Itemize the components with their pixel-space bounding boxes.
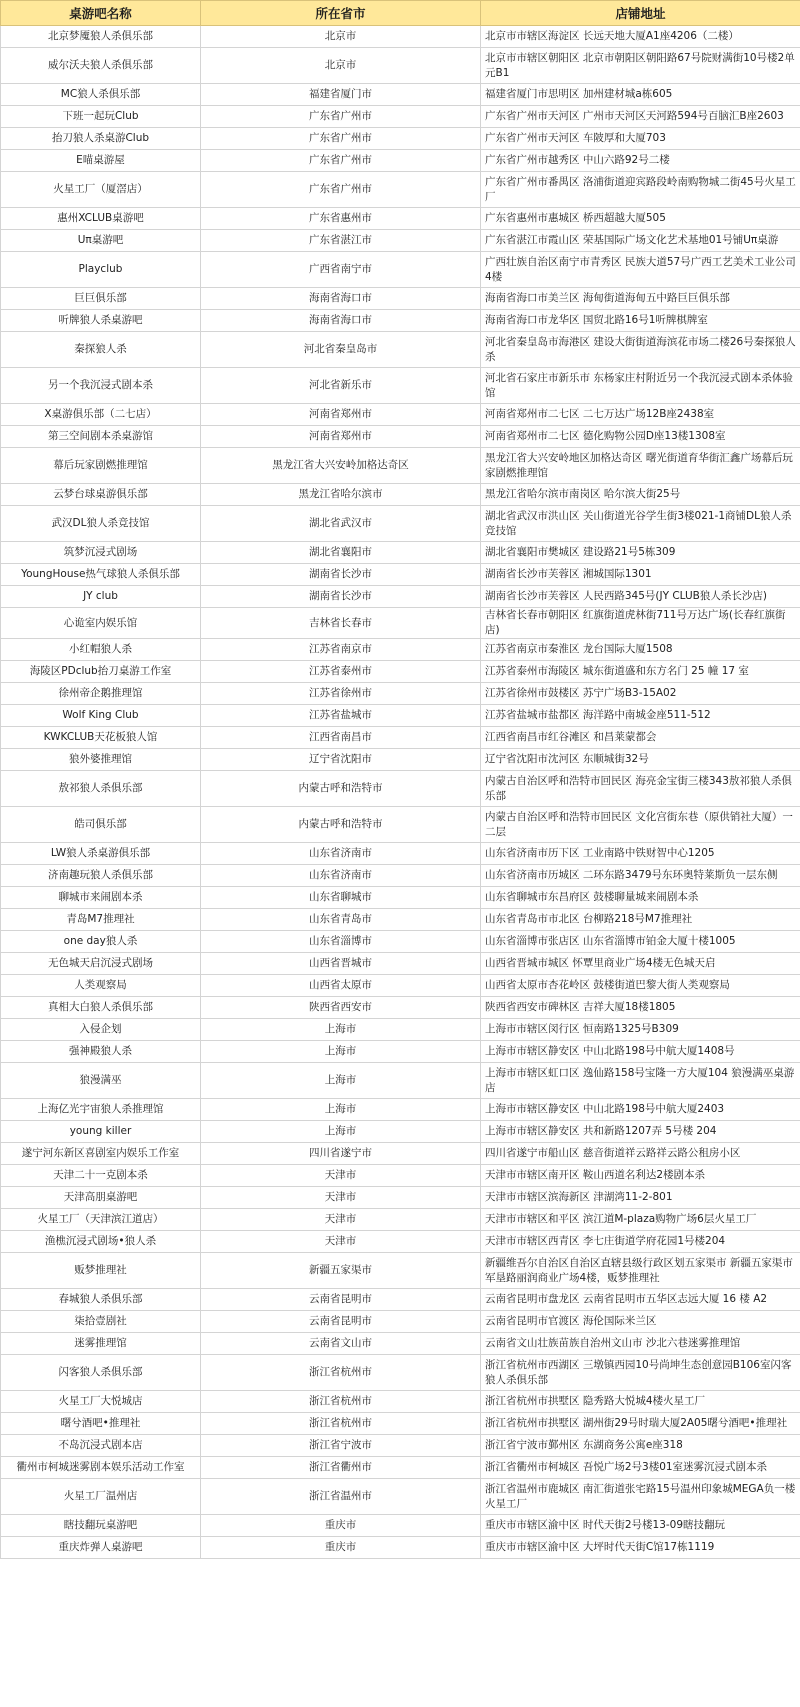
cell-region: 黑龙江省大兴安岭加格达奇区 bbox=[201, 448, 481, 484]
cell-region: 北京市 bbox=[201, 48, 481, 84]
cell-store-name: 天津二十一克剧本杀 bbox=[1, 1165, 201, 1187]
cell-store-name: one day狼人杀 bbox=[1, 931, 201, 953]
cell-address: 浙江省宁波市鄞州区 东湖商务公寓e座318 bbox=[481, 1435, 800, 1457]
header-name: 桌游吧名称 bbox=[1, 1, 201, 26]
cell-store-name: KWKCLUB天花板狼人馆 bbox=[1, 727, 201, 749]
cell-store-name: 闪客狼人杀俱乐部 bbox=[1, 1355, 201, 1391]
table-row bbox=[1, 1435, 800, 1457]
cell-store-name: 渔樵沉浸式剧场•狼人杀 bbox=[1, 1231, 201, 1253]
cell-address: 上海市市辖区静安区 共和新路1207弄 5号楼 204 bbox=[481, 1121, 800, 1143]
cell-store-name: 不岛沉浸式剧本店 bbox=[1, 1435, 201, 1457]
cell-store-name: Uπ桌游吧 bbox=[1, 230, 201, 252]
table-row bbox=[1, 1537, 800, 1559]
cell-store-name: 巨巨俱乐部 bbox=[1, 288, 201, 310]
table-row bbox=[1, 1289, 800, 1311]
cell-address: 辽宁省沈阳市沈河区 东顺城街32号 bbox=[481, 749, 800, 771]
table-row bbox=[1, 1143, 800, 1165]
table-row bbox=[1, 639, 800, 661]
cell-region: 云南省昆明市 bbox=[201, 1311, 481, 1333]
cell-store-name: young killer bbox=[1, 1121, 201, 1143]
cell-address: 广东省惠州市惠城区 桥西超越大厦505 bbox=[481, 208, 800, 230]
cell-address: 黑龙江省哈尔滨市南岗区 哈尔滨大街25号 bbox=[481, 484, 800, 506]
header-address: 店铺地址 bbox=[481, 1, 800, 26]
cell-store-name: 衢州市柯城迷雾剧本娱乐活动工作室 bbox=[1, 1457, 201, 1479]
cell-store-name: 皓司俱乐部 bbox=[1, 807, 201, 843]
cell-region: 广东省湛江市 bbox=[201, 230, 481, 252]
cell-address: 海南省海口市龙华区 国贸北路16号1听牌棋牌室 bbox=[481, 310, 800, 332]
table-row bbox=[1, 749, 800, 771]
cell-store-name: 火星工厂温州店 bbox=[1, 1479, 201, 1515]
cell-region: 山西省晋城市 bbox=[201, 953, 481, 975]
cell-region: 云南省文山市 bbox=[201, 1333, 481, 1355]
cell-store-name: 贩梦推理社 bbox=[1, 1253, 201, 1289]
table-row bbox=[1, 1391, 800, 1413]
table-row bbox=[1, 84, 800, 106]
header-region: 所在省市 bbox=[201, 1, 481, 26]
cell-region: 浙江省宁波市 bbox=[201, 1435, 481, 1457]
cell-region: 海南省海口市 bbox=[201, 288, 481, 310]
cell-region: 广东省广州市 bbox=[201, 128, 481, 150]
cell-address: 江苏省盐城市盐都区 海洋路中南城金座511-512 bbox=[481, 705, 800, 727]
cell-store-name: LW狼人杀桌游俱乐部 bbox=[1, 843, 201, 865]
table-row bbox=[1, 252, 800, 288]
cell-address: 广东省广州市番禺区 洛浦街道迎宾路段岭南购物城二街45号火星工厂 bbox=[481, 172, 800, 208]
table-body bbox=[1, 26, 800, 1559]
table-row bbox=[1, 404, 800, 426]
cell-address: 上海市市辖区静安区 中山北路198号中航大厦1408号 bbox=[481, 1041, 800, 1063]
table-row bbox=[1, 310, 800, 332]
cell-address: 河北省石家庄市新乐市 东杨家庄村附近另一个我沉浸式剧本杀体验馆 bbox=[481, 368, 800, 404]
table-row bbox=[1, 683, 800, 705]
table-row bbox=[1, 1063, 800, 1099]
cell-region: 山东省济南市 bbox=[201, 865, 481, 887]
table-row bbox=[1, 1209, 800, 1231]
cell-store-name: 心诡室内娱乐馆 bbox=[1, 608, 201, 639]
cell-region: 河北省新乐市 bbox=[201, 368, 481, 404]
cell-region: 山东省聊城市 bbox=[201, 887, 481, 909]
table-row bbox=[1, 727, 800, 749]
cell-store-name: 无色城天启沉浸式剧场 bbox=[1, 953, 201, 975]
cell-store-name: 敖祁狼人杀俱乐部 bbox=[1, 771, 201, 807]
cell-address: 北京市市辖区海淀区 长远天地大厦A1座4206（二楼） bbox=[481, 26, 800, 48]
table-row bbox=[1, 1121, 800, 1143]
table-row bbox=[1, 909, 800, 931]
cell-store-name: 狼漫满巫 bbox=[1, 1063, 201, 1099]
cell-address: 广东省湛江市霞山区 荣基国际广场文化艺术基地01号铺Uπ桌游 bbox=[481, 230, 800, 252]
cell-address: 江苏省徐州市鼓楼区 苏宁广场B3-15A02 bbox=[481, 683, 800, 705]
cell-store-name: 云梦台球桌游俱乐部 bbox=[1, 484, 201, 506]
cell-region: 广西省南宁市 bbox=[201, 252, 481, 288]
cell-region: 北京市 bbox=[201, 26, 481, 48]
cell-address: 江苏省南京市秦淮区 龙台国际大厦1508 bbox=[481, 639, 800, 661]
cell-store-name: Wolf King Club bbox=[1, 705, 201, 727]
table-row bbox=[1, 997, 800, 1019]
table-row bbox=[1, 230, 800, 252]
cell-store-name: 第三空间剧本杀桌游馆 bbox=[1, 426, 201, 448]
cell-address: 山东省济南市历城区 二环东路3479号东环奥特莱斯负一层东侧 bbox=[481, 865, 800, 887]
cell-store-name: 人类观察局 bbox=[1, 975, 201, 997]
cell-region: 新疆五家渠市 bbox=[201, 1253, 481, 1289]
table-row bbox=[1, 975, 800, 997]
cell-address: 重庆市市辖区渝中区 时代天街2号楼13-09瞎技翻玩 bbox=[481, 1515, 800, 1537]
cell-region: 上海市 bbox=[201, 1041, 481, 1063]
table-row bbox=[1, 48, 800, 84]
cell-store-name: 威尔沃夫狼人杀俱乐部 bbox=[1, 48, 201, 84]
table-row bbox=[1, 1333, 800, 1355]
cell-region: 上海市 bbox=[201, 1063, 481, 1099]
cell-address: 内蒙古自治区呼和浩特市回民区 文化宫街东巷（原供销社大厦）一二层 bbox=[481, 807, 800, 843]
cell-region: 黑龙江省哈尔滨市 bbox=[201, 484, 481, 506]
cell-address: 黑龙江省大兴安岭地区加格达奇区 曙光街道育华街汇鑫广场幕后玩家剧燃推理馆 bbox=[481, 448, 800, 484]
table-row bbox=[1, 1413, 800, 1435]
cell-address: 湖南省长沙市芙蓉区 人民西路345号(JY CLUB狼人杀长沙店) bbox=[481, 586, 800, 608]
table-row bbox=[1, 448, 800, 484]
cell-address: 河南省郑州市二七区 二七万达广场12B座2438室 bbox=[481, 404, 800, 426]
cell-region: 内蒙古呼和浩特市 bbox=[201, 771, 481, 807]
cell-store-name: 小红帽狼人杀 bbox=[1, 639, 201, 661]
cell-address: 上海市市辖区闵行区 恒南路1325号B309 bbox=[481, 1019, 800, 1041]
table-row bbox=[1, 1311, 800, 1333]
cell-region: 云南省昆明市 bbox=[201, 1289, 481, 1311]
cell-address: 山东省聊城市东昌府区 鼓楼聊量城来闹剧本杀 bbox=[481, 887, 800, 909]
cell-store-name: 火星工厂（厦滘店） bbox=[1, 172, 201, 208]
cell-address: 湖南省长沙市芙蓉区 湘城国际1301 bbox=[481, 564, 800, 586]
cell-store-name: 聊城市来闹剧本杀 bbox=[1, 887, 201, 909]
cell-address: 山西省晋城市城区 怀覃里商业广场4楼无色城天启 bbox=[481, 953, 800, 975]
cell-address: 山东省淄博市张店区 山东省淄博市铂金大厦十楼1005 bbox=[481, 931, 800, 953]
table-row bbox=[1, 1515, 800, 1537]
cell-store-name: 惠州XCLUB桌游吧 bbox=[1, 208, 201, 230]
table-row bbox=[1, 1253, 800, 1289]
cell-address: 福建省厦门市思明区 加州建材城a栋605 bbox=[481, 84, 800, 106]
cell-store-name: 幕后玩家剧燃推理馆 bbox=[1, 448, 201, 484]
cell-region: 上海市 bbox=[201, 1099, 481, 1121]
cell-address: 湖北省襄阳市樊城区 建设路21号5栋309 bbox=[481, 542, 800, 564]
table-row bbox=[1, 26, 800, 48]
table-row bbox=[1, 426, 800, 448]
cell-region: 湖北省武汉市 bbox=[201, 506, 481, 542]
table-row bbox=[1, 608, 800, 639]
cell-store-name: 北京梦魇狼人杀俱乐部 bbox=[1, 26, 201, 48]
table-row bbox=[1, 150, 800, 172]
table-row bbox=[1, 953, 800, 975]
cell-store-name: E喵桌游屋 bbox=[1, 150, 201, 172]
cell-store-name: Playclub bbox=[1, 252, 201, 288]
cell-region: 上海市 bbox=[201, 1121, 481, 1143]
table-row bbox=[1, 807, 800, 843]
cell-address: 重庆市市辖区渝中区 大坪时代天街C馆17栋1119 bbox=[481, 1537, 800, 1559]
cell-address: 吉林省长春市朝阳区 红旗街道虎林街711号万达广场(长春红旗街店) bbox=[481, 608, 800, 639]
cell-address: 山西省太原市杏花岭区 鼓楼街道巴黎大街人类观察局 bbox=[481, 975, 800, 997]
cell-store-name: JY club bbox=[1, 586, 201, 608]
table-row bbox=[1, 332, 800, 368]
cell-address: 浙江省杭州市拱墅区 湖州街29号时瑞大厦2A05曙兮酒吧•推理社 bbox=[481, 1413, 800, 1435]
cell-store-name: 下班一起玩Club bbox=[1, 106, 201, 128]
cell-region: 江苏省徐州市 bbox=[201, 683, 481, 705]
table-row bbox=[1, 368, 800, 404]
header-row bbox=[1, 1, 800, 26]
cell-address: 广东省广州市越秀区 中山六路92号二楼 bbox=[481, 150, 800, 172]
cell-store-name: 遂宁河东新区喜剧室内娱乐工作室 bbox=[1, 1143, 201, 1165]
cell-address: 河北省秦皇岛市海港区 建设大街街道海滨花市场二楼26号秦探狼人杀 bbox=[481, 332, 800, 368]
cell-address: 天津市市辖区南开区 鞍山西道名利达2楼剧本杀 bbox=[481, 1165, 800, 1187]
cell-store-name: 武汉DL狼人杀竞技馆 bbox=[1, 506, 201, 542]
table-row bbox=[1, 288, 800, 310]
table-row bbox=[1, 931, 800, 953]
cell-store-name: 另一个我沉浸式剧本杀 bbox=[1, 368, 201, 404]
table-row bbox=[1, 128, 800, 150]
cell-region: 福建省厦门市 bbox=[201, 84, 481, 106]
table-row bbox=[1, 843, 800, 865]
cell-address: 海南省海口市美兰区 海甸街道海甸五中路巨巨俱乐部 bbox=[481, 288, 800, 310]
cell-address: 山东省济南市历下区 工业南路中铁财智中心1205 bbox=[481, 843, 800, 865]
table-row bbox=[1, 1099, 800, 1121]
cell-region: 广东省广州市 bbox=[201, 106, 481, 128]
table-row bbox=[1, 1355, 800, 1391]
cell-region: 浙江省衢州市 bbox=[201, 1457, 481, 1479]
cell-region: 江苏省泰州市 bbox=[201, 661, 481, 683]
cell-address: 云南省昆明市官渡区 海伦国际米兰区 bbox=[481, 1311, 800, 1333]
table-row bbox=[1, 484, 800, 506]
cell-region: 山西省太原市 bbox=[201, 975, 481, 997]
cell-region: 河北省秦皇岛市 bbox=[201, 332, 481, 368]
cell-region: 山东省淄博市 bbox=[201, 931, 481, 953]
cell-region: 浙江省杭州市 bbox=[201, 1413, 481, 1435]
cell-region: 重庆市 bbox=[201, 1515, 481, 1537]
cell-region: 浙江省杭州市 bbox=[201, 1355, 481, 1391]
cell-address: 云南省文山壮族苗族自治州文山市 沙北六巷迷雾推理馆 bbox=[481, 1333, 800, 1355]
cell-address: 陕西省西安市碑林区 吉祥大厦18楼1805 bbox=[481, 997, 800, 1019]
cell-region: 上海市 bbox=[201, 1019, 481, 1041]
cell-region: 天津市 bbox=[201, 1209, 481, 1231]
table-row bbox=[1, 586, 800, 608]
cell-store-name: 筑梦沉浸式剧场 bbox=[1, 542, 201, 564]
cell-store-name: 瞎技翻玩桌游吧 bbox=[1, 1515, 201, 1537]
table-row bbox=[1, 887, 800, 909]
table-row bbox=[1, 771, 800, 807]
table-row bbox=[1, 1019, 800, 1041]
cell-store-name: 柒拾壹剧社 bbox=[1, 1311, 201, 1333]
cell-region: 天津市 bbox=[201, 1165, 481, 1187]
table-row bbox=[1, 1165, 800, 1187]
table-row bbox=[1, 564, 800, 586]
table-row bbox=[1, 661, 800, 683]
cell-store-name: 入侵企划 bbox=[1, 1019, 201, 1041]
cell-region: 内蒙古呼和浩特市 bbox=[201, 807, 481, 843]
cell-region: 辽宁省沈阳市 bbox=[201, 749, 481, 771]
cell-store-name: MC狼人杀俱乐部 bbox=[1, 84, 201, 106]
cell-store-name: 重庆炸弹人桌游吧 bbox=[1, 1537, 201, 1559]
cell-address: 北京市市辖区朝阳区 北京市朝阳区朝阳路67号院财满街10号楼2单元B1 bbox=[481, 48, 800, 84]
cell-address: 天津市市辖区滨海新区 津湖湾11-2-801 bbox=[481, 1187, 800, 1209]
cell-region: 吉林省长春市 bbox=[201, 608, 481, 639]
cell-store-name: 火星工厂大悦城店 bbox=[1, 1391, 201, 1413]
cell-store-name: 济南趣玩狼人杀俱乐部 bbox=[1, 865, 201, 887]
cell-address: 天津市市辖区和平区 滨江道M-plaza购物广场6层火星工厂 bbox=[481, 1209, 800, 1231]
table-row bbox=[1, 208, 800, 230]
cell-address: 广西壮族自治区南宁市青秀区 民族大道57号广西工艺美术工业公司4楼 bbox=[481, 252, 800, 288]
cell-store-name: 抬刀狼人杀桌游Club bbox=[1, 128, 201, 150]
cell-store-name: 强神殿狼人杀 bbox=[1, 1041, 201, 1063]
cell-region: 江苏省南京市 bbox=[201, 639, 481, 661]
cell-region: 天津市 bbox=[201, 1187, 481, 1209]
cell-region: 河南省郑州市 bbox=[201, 426, 481, 448]
cell-address: 浙江省衢州市柯城区 吾悦广场2号3楼01室迷雾沉浸式剧本杀 bbox=[481, 1457, 800, 1479]
cell-address: 云南省昆明市盘龙区 云南省昆明市五华区志远大厦 16 楼 A2 bbox=[481, 1289, 800, 1311]
cell-region: 浙江省温州市 bbox=[201, 1479, 481, 1515]
cell-address: 山东省青岛市市北区 台柳路218号M7推理社 bbox=[481, 909, 800, 931]
cell-region: 广东省广州市 bbox=[201, 150, 481, 172]
cell-region: 湖北省襄阳市 bbox=[201, 542, 481, 564]
cell-region: 湖南省长沙市 bbox=[201, 564, 481, 586]
cell-address: 江西省南昌市红谷滩区 和昌莱蒙都会 bbox=[481, 727, 800, 749]
cell-address: 河南省郑州市二七区 德化购物公园D座13楼1308室 bbox=[481, 426, 800, 448]
cell-store-name: 海陵区PDclub抬刀桌游工作室 bbox=[1, 661, 201, 683]
cell-address: 广东省广州市天河区 车陂厚和大厦703 bbox=[481, 128, 800, 150]
cell-address: 浙江省杭州市拱墅区 隐秀路大悦城4楼火星工厂 bbox=[481, 1391, 800, 1413]
cell-store-name: 春城狼人杀俱乐部 bbox=[1, 1289, 201, 1311]
cell-store-name: 秦探狼人杀 bbox=[1, 332, 201, 368]
table-row bbox=[1, 506, 800, 542]
cell-address: 上海市市辖区静安区 中山北路198号中航大厦2403 bbox=[481, 1099, 800, 1121]
cell-store-name: 青岛M7推理社 bbox=[1, 909, 201, 931]
cell-address: 上海市市辖区虹口区 逸仙路158号宝隆一方大厦104 狼漫满巫桌游店 bbox=[481, 1063, 800, 1099]
cell-store-name: 迷雾推理馆 bbox=[1, 1333, 201, 1355]
cell-region: 天津市 bbox=[201, 1231, 481, 1253]
cell-address: 浙江省杭州市西湖区 三墩镇西园10号尚坤生态创意园B106室闪客狼人杀俱乐部 bbox=[481, 1355, 800, 1391]
cell-region: 广东省广州市 bbox=[201, 172, 481, 208]
cell-address: 新疆维吾尔自治区自治区直辖县级行政区划五家渠市 新疆五家渠市军垦路丽润商业广场4楼，贩梦推理社 bbox=[481, 1253, 800, 1289]
cell-address: 广东省广州市天河区 广州市天河区天河路594号百脑汇B座2603 bbox=[481, 106, 800, 128]
cell-store-name: 听牌狼人杀桌游吧 bbox=[1, 310, 201, 332]
cell-region: 山东省济南市 bbox=[201, 843, 481, 865]
cell-store-name: 狼外婆推理馆 bbox=[1, 749, 201, 771]
cell-store-name: YoungHouse热气球狼人杀俱乐部 bbox=[1, 564, 201, 586]
cell-region: 江苏省盐城市 bbox=[201, 705, 481, 727]
cell-store-name: X桌游俱乐部（二七店） bbox=[1, 404, 201, 426]
table-row bbox=[1, 1479, 800, 1515]
cell-region: 山东省青岛市 bbox=[201, 909, 481, 931]
table-row bbox=[1, 542, 800, 564]
table-row bbox=[1, 172, 800, 208]
table-row bbox=[1, 106, 800, 128]
cell-store-name: 上海亿光宇宙狼人杀推理馆 bbox=[1, 1099, 201, 1121]
cell-region: 陕西省西安市 bbox=[201, 997, 481, 1019]
cell-region: 海南省海口市 bbox=[201, 310, 481, 332]
table-row bbox=[1, 1457, 800, 1479]
cell-store-name: 火星工厂（天津滨江道店） bbox=[1, 1209, 201, 1231]
cell-store-name: 真相大白狼人杀俱乐部 bbox=[1, 997, 201, 1019]
cell-address: 湖北省武汉市洪山区 关山街道光谷学生街3楼021-1商铺DL狼人杀竞技馆 bbox=[481, 506, 800, 542]
cell-region: 重庆市 bbox=[201, 1537, 481, 1559]
table-row bbox=[1, 1041, 800, 1063]
cell-store-name: 天津高朋桌游吧 bbox=[1, 1187, 201, 1209]
cell-region: 四川省遂宁市 bbox=[201, 1143, 481, 1165]
cell-region: 浙江省杭州市 bbox=[201, 1391, 481, 1413]
table-row bbox=[1, 1231, 800, 1253]
cell-region: 江西省南昌市 bbox=[201, 727, 481, 749]
cell-address: 内蒙古自治区呼和浩特市回民区 海亮金宝街三楼343敖祁狼人杀俱乐部 bbox=[481, 771, 800, 807]
table-row bbox=[1, 705, 800, 727]
cell-region: 广东省惠州市 bbox=[201, 208, 481, 230]
cell-store-name: 徐州帝企鹅推理馆 bbox=[1, 683, 201, 705]
cell-address: 四川省遂宁市船山区 慈音街道祥云路祥云路公租房小区 bbox=[481, 1143, 800, 1165]
cell-address: 江苏省泰州市海陵区 城东街道盛和东方名门 25 幢 17 室 bbox=[481, 661, 800, 683]
cell-region: 河南省郑州市 bbox=[201, 404, 481, 426]
table-row bbox=[1, 1187, 800, 1209]
cell-address: 天津市市辖区西青区 李七庄街道学府花园1号楼204 bbox=[481, 1231, 800, 1253]
cell-store-name: 曙兮酒吧•推理社 bbox=[1, 1413, 201, 1435]
table-row bbox=[1, 865, 800, 887]
cell-address: 浙江省温州市鹿城区 南汇街道张宅路15号温州印象城MEGA负一楼火星工厂 bbox=[481, 1479, 800, 1515]
cell-region: 湖南省长沙市 bbox=[201, 586, 481, 608]
